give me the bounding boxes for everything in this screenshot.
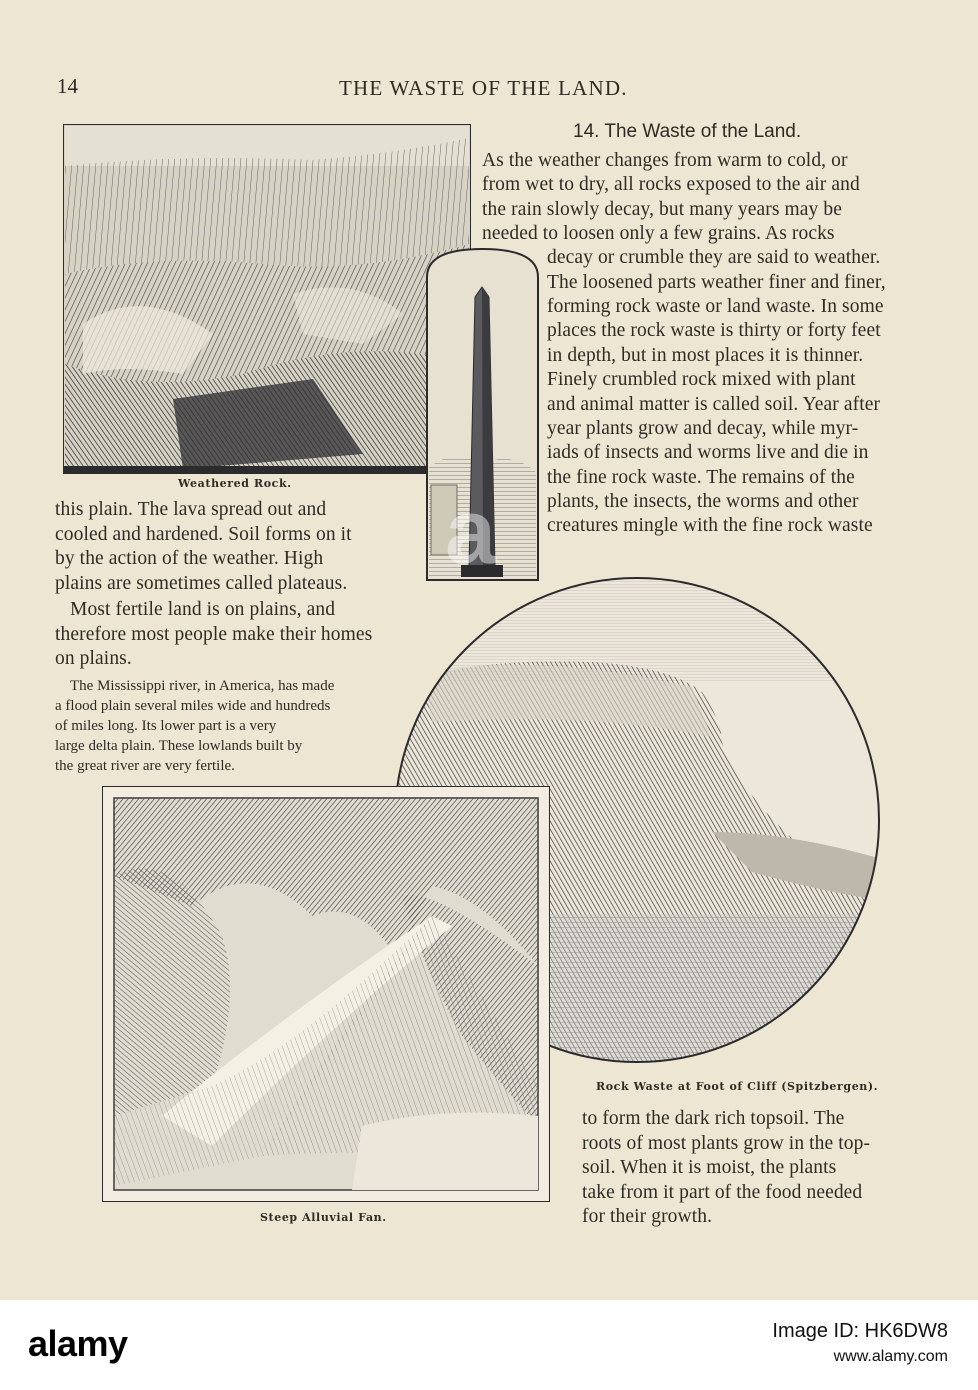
- text-line: in depth, but in most places it is thinner.: [547, 345, 864, 366]
- alluvial-fan-illustration: [102, 786, 550, 1202]
- page-number: 14: [57, 74, 78, 98]
- image-id: Image ID: HK6DW8: [772, 1320, 948, 1342]
- text-line: the great river are very fertile.: [55, 758, 235, 774]
- text-line: places the rock waste is thirty or forty feet: [547, 320, 881, 341]
- watermark-glyph: a: [445, 481, 499, 583]
- text-line: cooled and hardened. Soil forms on it: [55, 524, 352, 545]
- text-line: Finely crumbled rock mixed with plant: [547, 369, 856, 390]
- text-line: Most fertile land is on plains, and: [70, 599, 336, 620]
- text-line: forming rock waste or land waste. In some: [547, 296, 884, 317]
- text-line: As the weather changes from warm to cold, or: [482, 150, 848, 171]
- stock-bar: [0, 1300, 978, 1390]
- text-line: decay or crumble they are said to weather.: [547, 247, 881, 268]
- text-line: plants, the insects, the worms and other: [547, 491, 859, 512]
- text-line: this plain. The lava spread out and: [55, 499, 327, 520]
- text-line: roots of most plants grow in the top-: [582, 1133, 871, 1154]
- cliff-caption: Rock Waste at Foot of Cliff (Spitzbergen).: [596, 1080, 879, 1093]
- stock-logo[interactable]: alamy: [28, 1323, 128, 1364]
- text-line: plains are sometimes called plateaus.: [55, 573, 348, 594]
- text-line: creatures mingle with the fine rock waste: [547, 515, 873, 536]
- running-title: THE WASTE OF THE LAND.: [339, 76, 628, 100]
- text-line: take from it part of the food needed: [582, 1182, 863, 1203]
- text-line: for their growth.: [582, 1206, 713, 1227]
- text-line: the fine rock waste. The remains of the: [547, 467, 855, 488]
- weathered-rock-caption: Weathered Rock.: [178, 477, 292, 490]
- weathered-rock-illustration: [63, 124, 471, 474]
- text-line: soil. When it is moist, the plants: [582, 1157, 837, 1178]
- text-line: therefore most people make their homes: [55, 624, 373, 645]
- stock-url[interactable]: www.alamy.com: [833, 1348, 948, 1365]
- text-line: year plants grow and decay, while myr-: [547, 418, 859, 439]
- text-line: iads of insects and worms live and die in: [547, 442, 869, 463]
- text-line: and animal matter is called soil. Year after: [547, 394, 881, 415]
- text-line: from wet to dry, all rocks exposed to the air and: [482, 174, 860, 195]
- section-heading: 14. The Waste of the Land.: [573, 121, 802, 142]
- text-line: a flood plain several miles wide and hundreds: [55, 698, 331, 714]
- text-line: needed to loosen only a few grains. As rocks: [482, 223, 835, 244]
- text-line: The Mississippi river, in America, has made: [70, 678, 335, 694]
- fan-caption: Steep Alluvial Fan.: [260, 1211, 387, 1224]
- text-line: by the action of the weather. High: [55, 548, 324, 569]
- text-line: of miles long. Its lower part is a very: [55, 718, 277, 734]
- text-line: the rain slowly decay, but many years may be: [482, 199, 842, 220]
- text-line: large delta plain. These lowlands built by: [55, 738, 303, 754]
- text-line: on plains.: [55, 648, 132, 669]
- text-line: to form the dark rich topsoil. The: [582, 1108, 845, 1129]
- text-line: The loosened parts weather finer and finer,: [547, 272, 886, 293]
